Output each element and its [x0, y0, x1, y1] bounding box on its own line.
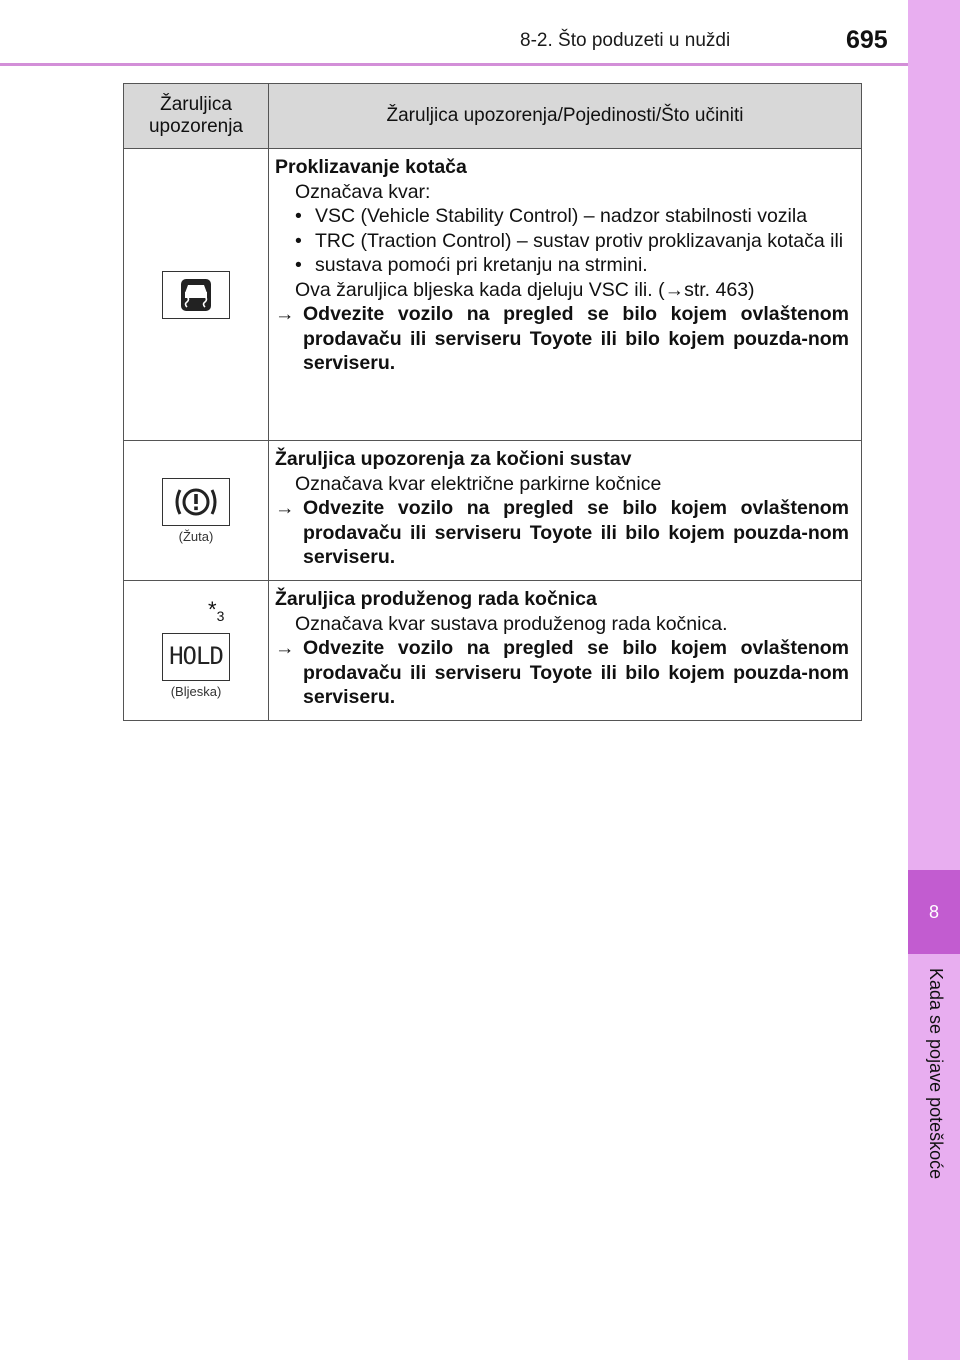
action-text: Odvezite vozilo na pregled se bilo kojem ovlaštenom prodavaču ili serviseru Toyote ili bilo kojem pouzda-nom serviseru. [303, 637, 849, 708]
action-instruction [275, 636, 849, 710]
list-item: • sustava pomoći pri kretanju na strmini. [275, 253, 849, 278]
icon-cell [124, 441, 269, 581]
page-number: 695 [846, 26, 888, 54]
bullet-text: VSC (Vehicle Stability Control) – nadzor stabilnosti vozila [315, 205, 808, 227]
action-text: Odvezite vozilo na pregled se bilo kojem ovlaštenom prodavaču ili serviseru Toyote ili bilo kojem pouzda-nom serviseru. [303, 497, 849, 568]
action-instruction [275, 302, 849, 376]
light-note: Ova žaruljica bljeska kada djeluju VSC ili. (→str. 463) [295, 278, 755, 301]
column-header-details: Žaruljica upozorenja/Pojedinosti/Što učiniti [269, 84, 862, 149]
hold-icon [162, 633, 230, 681]
brake-warning-icon [162, 478, 230, 526]
action-instruction [275, 496, 849, 570]
chapter-label: Kada se pojave poteškoće [926, 968, 946, 1180]
light-title: Žaruljica produženog rada kočnica [275, 588, 597, 610]
footnote-marker: $*_3$ [208, 597, 225, 624]
vehicle-skid-icon [162, 271, 230, 319]
icon-cell [124, 581, 269, 721]
icon-caption: (Žuta) [178, 528, 214, 544]
description-cell [269, 149, 862, 441]
table-row [124, 149, 862, 441]
arrow-glyph: → [275, 637, 295, 659]
action-text: Odvezite vozilo na pregled se bilo kojem ovlaštenom prodavaču ili serviseru Toyote ili bilo kojem pouzda-nom serviseru. [303, 303, 849, 374]
chapter-number: 8 [928, 901, 939, 922]
header-rule [0, 63, 908, 66]
table-row [124, 441, 862, 581]
list-item: • VSC (Vehicle Stability Control) – nadzor stabilnosti vozila [275, 204, 849, 229]
arrow-glyph: → [275, 303, 295, 325]
description-cell [269, 441, 862, 581]
column-header-light: Žaruljica upozorenja [124, 84, 269, 149]
chapter-box [908, 870, 960, 954]
icon-cell [124, 149, 269, 441]
bullet-text: TRC (Traction Control) – sustav protiv proklizavanja kotača ili [315, 229, 844, 252]
light-title: Žaruljica upozorenja za kočioni sustav [275, 448, 632, 470]
light-intro: Označava kvar sustava produženog rada kočnica. [295, 612, 728, 635]
arrow-glyph: → [664, 278, 685, 301]
icon-caption: (Bljeska) [170, 683, 222, 699]
light-title: Proklizavanje kotača [275, 156, 467, 178]
arrow-glyph: → [275, 497, 295, 519]
hold-icon-label: HOLD [169, 642, 223, 671]
table-row [124, 581, 862, 721]
description-cell [269, 581, 862, 721]
light-intro: Označava kvar električne parkirne kočnice [295, 472, 662, 495]
list-item: • TRC (Traction Control) – sustav protiv proklizavanja kotača ili [275, 229, 849, 254]
warning-lights-table [123, 83, 862, 721]
chapter-label-wrap [916, 968, 946, 1218]
bullet-text: sustava pomoći pri kretanju na strmini. [315, 254, 648, 276]
table-header-row [124, 84, 862, 149]
section-title: 8-2. Što poduzeti u nuždi [520, 30, 731, 51]
page-reference[interactable]: str. 463) [684, 278, 755, 301]
light-intro: Označava kvar: [295, 180, 431, 203]
